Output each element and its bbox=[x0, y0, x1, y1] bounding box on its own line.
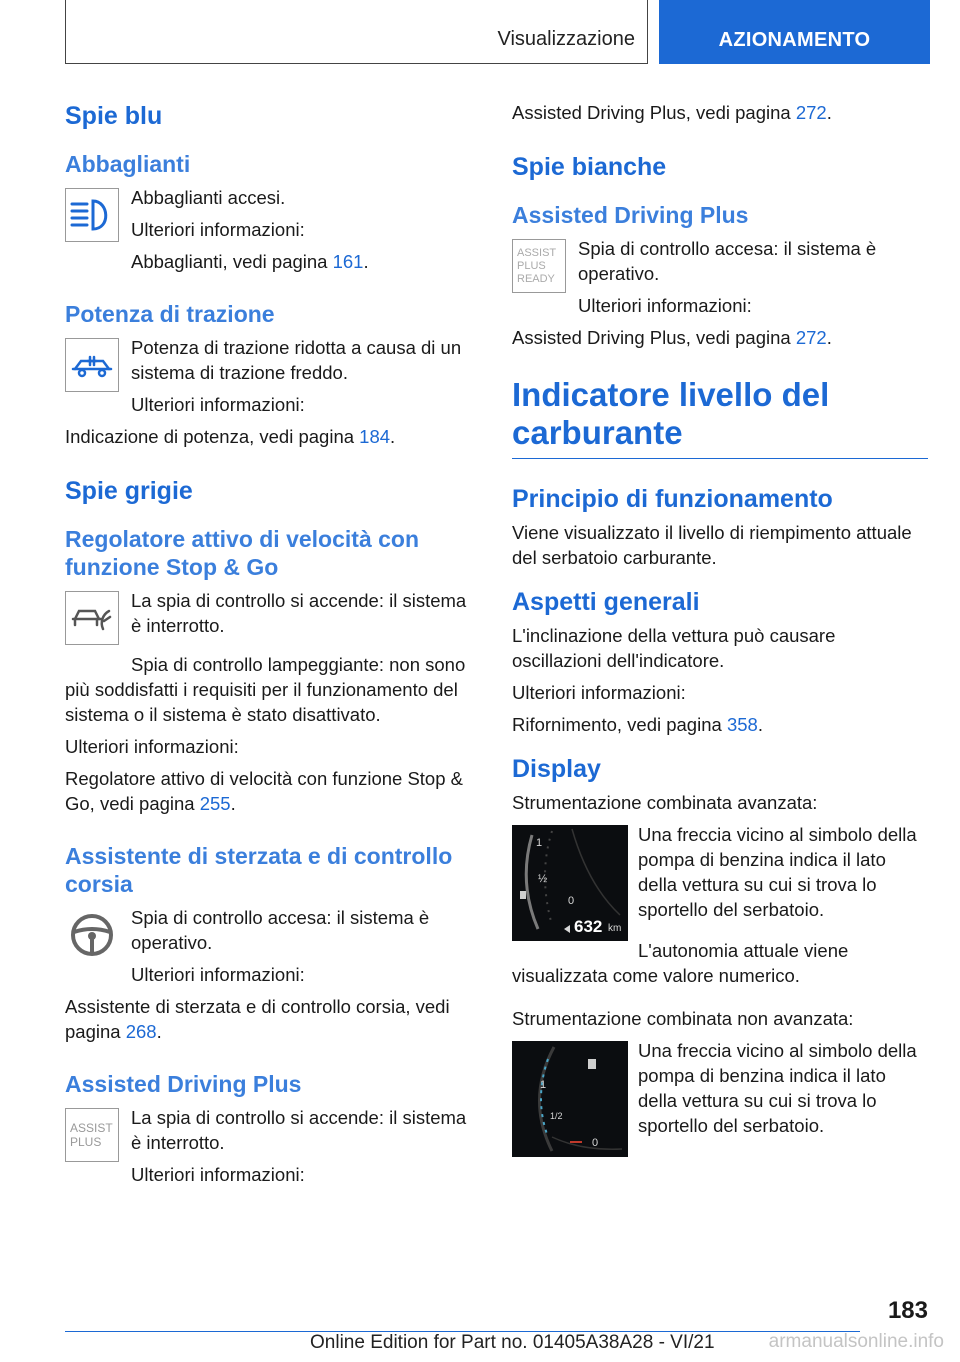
entry-regolatore bbox=[65, 588, 480, 645]
entry-potenza bbox=[65, 335, 480, 417]
entry-assisted-grey bbox=[65, 1105, 480, 1187]
edition-info: Online Edition for Part no. 01405A38A28 - VI/21 bbox=[310, 1332, 715, 1353]
entry-basic-cluster bbox=[512, 1038, 928, 1157]
basic-gauge-label-half: 1/2 bbox=[550, 1111, 563, 1121]
heading-assisted-grey: Assisted Driving Plus bbox=[65, 1071, 302, 1097]
left-column bbox=[65, 100, 480, 1187]
gauge-label-full: 1 bbox=[536, 837, 543, 849]
text-advanced-2: L'autonomia attuale viene visualizzata come valore numerico. bbox=[512, 940, 849, 986]
page-link-272-a[interactable]: 272 bbox=[795, 102, 827, 123]
heading-potenza: Potenza di trazione bbox=[65, 301, 275, 327]
watermark: armanualsonline.info bbox=[768, 1331, 944, 1352]
section-title: Visualizzazione bbox=[65, 0, 648, 64]
page-link-161[interactable]: 161 bbox=[332, 251, 364, 272]
text-abbaglianti-2: Ulteriori informazioni: bbox=[131, 219, 305, 240]
heading-display: Display bbox=[512, 755, 601, 783]
page-link-268[interactable]: 268 bbox=[125, 1021, 157, 1042]
text-abbaglianti-1: Abbaglianti accesi. bbox=[131, 187, 286, 208]
basic-gauge-label-empty: 0 bbox=[592, 1137, 599, 1149]
page-link-272-b[interactable]: 272 bbox=[795, 327, 827, 348]
heading-abbaglianti: Abbaglianti bbox=[65, 151, 191, 177]
chapter-tab: AZIONAMENTO bbox=[659, 0, 930, 64]
page-header bbox=[65, 0, 930, 64]
text-aspetti-2: Ulteriori informazioni: bbox=[512, 682, 686, 703]
text-regolatore-3: Ulteriori informazioni: bbox=[65, 736, 239, 757]
heading-sterzata: Assistente di sterzata e di controllo corsia bbox=[65, 843, 453, 897]
ref-assisted-white: Assisted Driving Plus, vedi pagina 272. bbox=[512, 327, 832, 348]
text-assisted-white-1: Spia di controllo accesa: il sistema è operativo. bbox=[578, 238, 877, 284]
heading-principio: Principio di funzionamento bbox=[512, 485, 833, 513]
page-link-358[interactable]: 358 bbox=[726, 714, 758, 735]
entry-assisted-white bbox=[512, 236, 928, 318]
text-regolatore-1: La spia di controllo si accende: il sistema è interrotto. bbox=[131, 590, 467, 636]
steering-wheel-icon bbox=[65, 908, 119, 962]
heading-spie-blu: Spie blu bbox=[65, 102, 163, 130]
assist-plus-icon: ASSIST PLUS bbox=[65, 1108, 119, 1162]
range-value: 632 bbox=[574, 917, 603, 936]
entry-abbaglianti bbox=[65, 185, 480, 274]
range-unit: km bbox=[608, 923, 622, 934]
text-potenza-2: Ulteriori informazioni: bbox=[131, 394, 305, 415]
assist-plus-ready-icon: ASSIST PLUS READY bbox=[512, 239, 566, 293]
text-sterzata-2: Ulteriori informazioni: bbox=[131, 964, 305, 985]
traction-power-icon bbox=[65, 338, 119, 392]
basic-cluster-image bbox=[512, 1041, 628, 1157]
text-principio: Viene visualizzato il livello di riempimento attuale del serbatoio carburante. bbox=[512, 522, 912, 568]
gauge-label-empty: 0 bbox=[568, 895, 575, 907]
text-assisted-grey-2: Ulteriori informazioni: bbox=[131, 1164, 305, 1185]
heading-spie-grigie: Spie grigie bbox=[65, 477, 193, 505]
gauge-label-half: ½ bbox=[538, 873, 548, 885]
text-basic-label: Strumentazione combinata non avanzata: bbox=[512, 1008, 854, 1029]
advanced-cluster-image bbox=[512, 825, 628, 941]
text-advanced-1: Una freccia vicino al simbolo della pompa di benzina indica il lato della vettura su cui si trova lo sportello del serbatoio. bbox=[638, 824, 917, 920]
ref-regolatore: Regolatore attivo di velocità con funzione Stop & Go, vedi pagina 255. bbox=[65, 768, 463, 814]
text-aspetti-1: L'inclinazione della vettura può causare oscillazioni dell'indicatore. bbox=[512, 625, 836, 671]
text-advanced-label: Strumentazione combinata avanzata: bbox=[512, 792, 818, 813]
page-link-184[interactable]: 184 bbox=[359, 426, 391, 447]
text-potenza-1: Potenza di trazione ridotta a causa di un sistema di trazione freddo. bbox=[131, 337, 462, 383]
entry-advanced-cluster bbox=[512, 822, 928, 941]
high-beam-icon bbox=[65, 188, 119, 242]
heading-aspetti: Aspetti generali bbox=[512, 588, 700, 616]
page-number: 183 bbox=[887, 1297, 928, 1324]
heading-carburante: Indicatore livello del carburante bbox=[512, 376, 928, 459]
entry-sterzata bbox=[65, 905, 480, 987]
ref-rifornimento: Rifornimento, vedi pagina 358. bbox=[512, 714, 763, 735]
heading-assisted-white: Assisted Driving Plus bbox=[512, 202, 749, 228]
ref-abbaglianti: Abbaglianti, vedi pagina 161. bbox=[131, 251, 369, 272]
cruise-control-icon bbox=[65, 591, 119, 645]
right-column bbox=[512, 100, 928, 1157]
basic-gauge-label-full: 1 bbox=[540, 1079, 547, 1091]
page-link-255[interactable]: 255 bbox=[199, 793, 231, 814]
text-sterzata-1: Spia di controllo accesa: il sistema è operativo. bbox=[131, 907, 430, 953]
ref-assisted-cont: Assisted Driving Plus, vedi pagina 272. bbox=[512, 102, 832, 123]
heading-regolatore: Regolatore attivo di velocità con funzione Stop & Go bbox=[65, 526, 420, 580]
text-regolatore-2: Spia di controllo lampeggiante: non sono più soddisfatti i requisiti per il funzionamento del sistema o il sistema è stato disattivato. bbox=[65, 654, 466, 725]
text-assisted-grey-1: La spia di controllo si accende: il sistema è interrotto. bbox=[131, 1107, 467, 1153]
text-assisted-white-2: Ulteriori informazioni: bbox=[578, 295, 752, 316]
heading-spie-bianche: Spie bianche bbox=[512, 153, 667, 181]
ref-sterzata: Assistente di sterzata e di controllo corsia, vedi pagina 268. bbox=[65, 996, 450, 1042]
text-basic-1: Una freccia vicino al simbolo della pompa di benzina indica il lato della vettura su cui si trova lo sportello del serbatoio. bbox=[638, 1040, 917, 1136]
ref-potenza: Indicazione di potenza, vedi pagina 184. bbox=[65, 426, 396, 447]
